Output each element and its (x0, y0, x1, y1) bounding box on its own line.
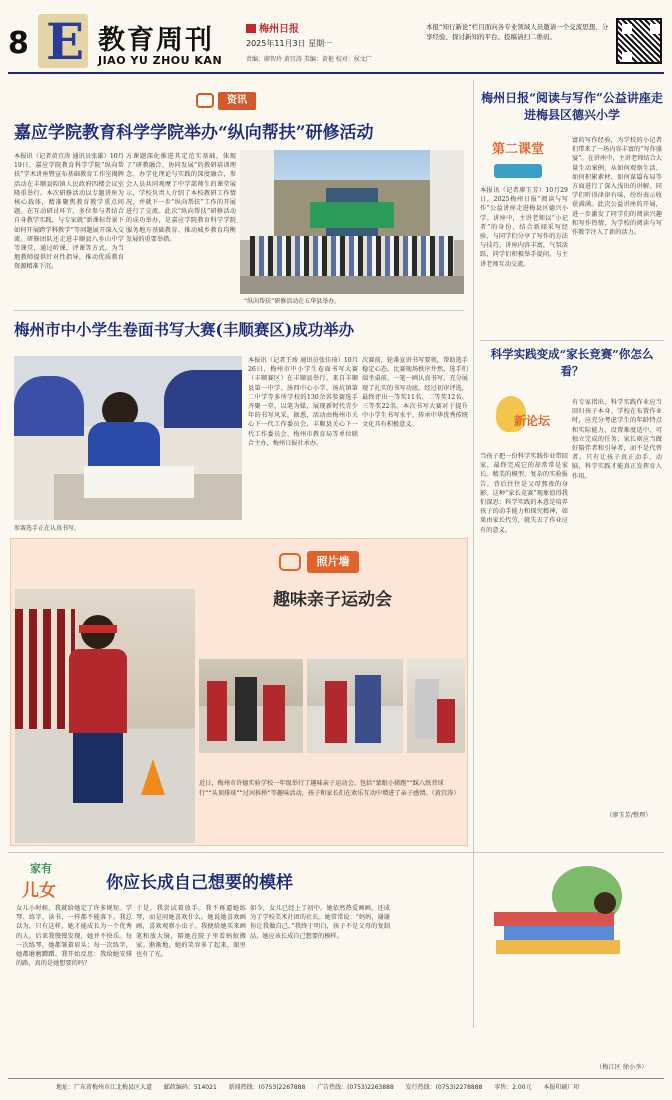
photo-parent-child (407, 659, 465, 753)
footer-price: 零售：2.00元 (494, 1084, 532, 1091)
article6-body-a: 女儿小时候，我就给她定了许多规矩。学琴、练字、读书，一样都不能落下。我总以为，只有这样，她才能成长为一个优秀的人。后来我慢慢发现，她并不快乐。每一次练琴，她都皱着眉头；每一次练字，她都磨磨蹭蹭。我开始反思：我给她安排的路，真的是她想要的吗？ (16, 905, 132, 968)
badge-family (16, 860, 80, 904)
badge-family-bottom: 儿女 (22, 881, 56, 901)
article1-body-b: 方课题深化推进其定范实基础，体现了“研教融合、协同发展”的教研培训理念。办学化理论与实践的深度融合，参会人员共同观摩了中学部师生的课堂展示，学校负责人介绍了本校教研工作情况，并就下一步“纵向帮扶”工作的开展进行了交流。此次“纵向帮扶”研修活动的成功举办，是嘉应学院教育科学学院服务地方基础教育、推动城乡教育均衡发展的重要举措。 (126, 153, 236, 243)
masthead (8, 12, 664, 72)
photo-head-ball (307, 659, 403, 753)
article4-byline: （廖玉芳/整理） (606, 812, 652, 819)
badge-news-label: 资讯 (218, 92, 256, 110)
photo-ball-relay (199, 659, 303, 753)
editor-credits: 责编：廖智玲 黄宜涛 美编：黄艳 校对：侯文广 (246, 56, 372, 63)
footer-printer: 本报印刷厂印 (543, 1084, 580, 1091)
badge-photo-wall-label: 照片墙 (307, 551, 359, 573)
section-title: 教育周刊 (98, 25, 214, 56)
section-letter: E (46, 12, 85, 71)
footer-ads-phone: 广告热线：(0753)2263888 (317, 1084, 394, 1091)
article1-photo (240, 150, 464, 294)
footer-postcode: 邮政编码：514021 (163, 1084, 217, 1091)
article2-photo (14, 356, 242, 520)
footer-sub-phone: 发行热线：(0753)2278888 (405, 1084, 483, 1091)
article2-body-a: 本报讯（记者王竣 通讯员张佳琦）10月26日，梅州市中小学生卷面书写大赛（丰顺赛区）在丰顺县举行。来自丰顺县第一中学、汤西中心小学、汤坑镇第二中学等多所学校的130余名参赛选手齐聚一堂，以笔为媒，展现新时代青少年的书写风采。据悉，活动由梅州市关心下一代工作委员会、丰顺县关心下一代工作委员会、梅州市教育局等单位联合主办，梅州日报社承办。 (248, 357, 358, 447)
badge-family-top: 家有 (30, 862, 52, 875)
page-number: 8 (8, 26, 29, 61)
badge-photo-wall (279, 551, 359, 573)
footer-news-phone: 新闻热线：(0753)2267888 (228, 1084, 306, 1091)
article6-illustration (474, 862, 662, 972)
camera-icon (196, 93, 214, 108)
crowd (250, 236, 454, 276)
contribution-notice: 本报“知行新论”栏目面向各专业领域人员邀请一个交流思想、分享经验、探讨新知的平台。投稿请扫二维码。 (426, 23, 609, 41)
article2-body-b: 次赛前，轮番宣讲书写要领，帮助选手稳定心态。比赛现场秩序井然，选手们端坐桌前，一笔一画认真书写，充分展现了扎实的书写功底。经过初审评选，最终评出一等奖11名、二等奖12名、三等奖22名。本次书写大赛对于提升中小学生书写水平、传承中华优秀传统文化具有积极意义。 (362, 357, 468, 429)
book-stack (494, 912, 614, 926)
article3-body-a: 本报讯（记者廖玉芳）10月29日，2025梅州日报“阅读与写作”公益讲座走进梅县区德兴小学。讲座中，主讲老师以“小记者”的身份，结合新闻采写经验，与同学们分享了写作的方法与技巧。讲座内容丰富，气氛活跃，同学们积极举手提问，与主讲老师互动交流。 (480, 187, 568, 268)
article6-body-c: 如今，女儿已经上了初中。她依然热爱画画，还成为了学校美术社团的社长。她常常说：“妈妈，谢谢你让我做自己。”我终于明白，孩子不是父母的复制品，她应该长成自己想要的模样。 (250, 905, 390, 940)
camera-icon (279, 553, 301, 571)
paper-logo-icon (246, 24, 256, 33)
article1-title: 嘉应学院教育科学学院举办“纵向帮扶”研修活动 (14, 123, 374, 143)
article4-body-b: 有专家指出，科学实践作业应当回归孩子本身。学校在布置作业时，应充分考虑学生的年龄特点和实际能力，设置难度适中、可独立完成的任务；家长则应当做好陪伴者和引导者，而不是代替者。只有让孩子真正动手、动脑，科学实践才能真正发挥育人作用。 (572, 399, 662, 480)
badge-news (196, 92, 256, 110)
badge-second-classroom (488, 138, 548, 180)
article5-caption: 近日，梅州市许德实验学校一年级举行了趣味亲子运动会。包括“蒙眼小猪跑”“踩八纸背球行”“头顶排球”“过河拆桥”等趣味活动，孩子和家长们在欢乐互动中增进了亲子感情。（黄宜涛） (199, 780, 460, 797)
section-pinyin: JIAO YU ZHOU KAN (98, 54, 223, 67)
article4-title: 科学实践变成“家长竞赛”你怎么看？ (490, 347, 654, 378)
qr-code[interactable] (616, 18, 662, 64)
paper-name: 梅州日报 (259, 24, 299, 35)
article2-title: 梅州市中小学生卷面书写大赛(丰顺赛区)成功举办 (14, 320, 355, 339)
badge-forum-label: 新论坛 (514, 414, 551, 428)
badge-second-classroom-label: 第二课堂 (491, 142, 544, 157)
issue-date: 2025年11月3日 星期一 (246, 39, 333, 48)
badge-forum (490, 396, 570, 450)
child (594, 892, 616, 914)
photo-wall-section (10, 538, 468, 846)
book-icon (494, 164, 542, 178)
article1-body-a: 本报讯（记者黄宜涛 通讯员张雄）10月19日，嘉应学院教育科学学院“纵向帮扶”学术讲座暨宣布基础教育工作室揭牌活动在丰顺县隍镇人民政府四楼会议室隆重举行。本次研修活动以专题讲座为核心载体，精准聚焦教育教学重点问题。在互动研讨环节，多位参与者结合自身教学实践，与专家就“新课标背景下如何开展跨学科教学”等问题展开深入交流。研修团队还走进丰顺县八乡山中学等课堂，通过听课、评课等方式，为当地教师提供针对性指导，推动优质教育资源精准下沉。 (14, 153, 124, 271)
article6-byline: （梅江区 徐小李） (596, 1064, 648, 1071)
article6-body-b: 于是，我尝试着放手。我不再逼她练琴，而是问她喜欢什么。她说她喜欢画画，喜欢观察小虫子。我便给她买来画笔和放大镜，陪她在院子里看蚂蚁搬家。渐渐地，她的笑容多了起来，眼里也有了光。 (136, 905, 246, 959)
article5-title: 趣味亲子运动会 (273, 590, 392, 610)
traffic-cone (141, 759, 165, 795)
article3-title: 梅州日报“阅读与写作”公益讲座走进梅县区德兴小学 (481, 91, 663, 122)
article2-caption: 参赛选手正在认真书写。 (14, 525, 81, 532)
footer (56, 1082, 656, 1091)
article3-body-b: 富的写作经验，为学校的小记者们带来了一场内容丰富的“写作盛宴”。在讲座中，主讲老师结合大量生动案例，从如何观察生活、如何积累素材、如何谋篇布局等方面进行了深入浅出的讲解。同学们听得津津有味，纷纷表示收获满满。此次公益讲座的开展，进一步激发了同学们的阅读兴趣和写作热情，为学校的阅读与写作教学注入了新的活力。 (572, 137, 662, 237)
banner (310, 202, 394, 228)
article6-title: 你应长成自己想要的模样 (106, 873, 293, 893)
footer-address: 地址：广东省梅州市江北梅县区大道 (56, 1084, 153, 1091)
article1-caption: “纵向帮扶”研修活动在五华县举办。 (244, 298, 341, 305)
paper-logo (246, 20, 299, 35)
photo-blindfold-girl (15, 589, 195, 843)
article4-body-a: 当孩子把一份科学实践作业带回家，最终完成它的却常常是家长。精美的模型、复杂的实验报告，背后往往是父母熬夜的身影。这种“家长竞赛”现象值得我们深思：科学实践的本意是培养孩子的动手能力和探究精神，如果由家长代劳，就失去了作业应有的意义。 (480, 453, 568, 534)
